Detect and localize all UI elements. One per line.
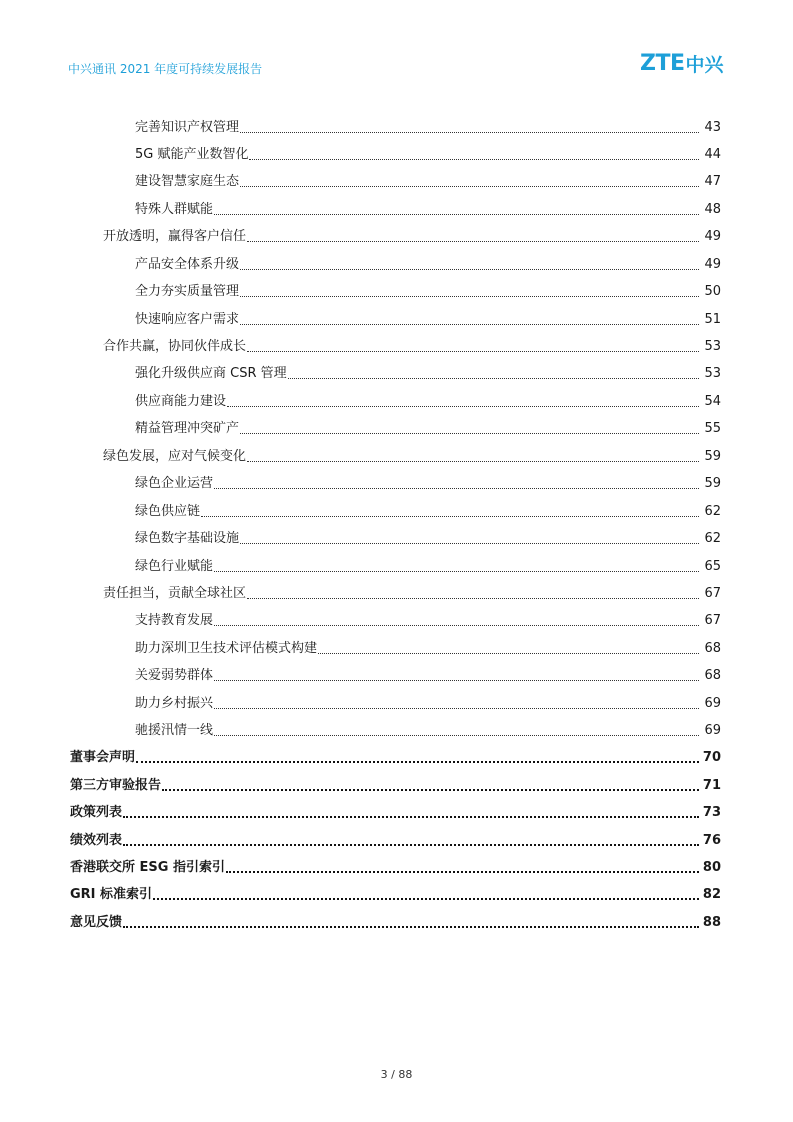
- dot-leader: [214, 625, 699, 626]
- logo-cjk-text: 中兴: [685, 53, 724, 76]
- toc-entry-page: 80: [702, 860, 721, 875]
- dot-leader: [123, 926, 699, 928]
- toc-entry-title: 特殊人群赋能: [135, 202, 214, 217]
- toc-entry[interactable]: [70, 774, 721, 794]
- dot-leader: [318, 653, 699, 654]
- toc-entry[interactable]: [103, 445, 721, 465]
- toc-entry[interactable]: [135, 170, 721, 190]
- toc-entry-page: 67: [704, 613, 721, 628]
- dot-leader: [247, 241, 699, 242]
- report-title: 中兴通讯 2021 年度可持续发展报告: [68, 62, 263, 76]
- dot-leader: [240, 132, 699, 133]
- toc-entry[interactable]: [135, 692, 721, 712]
- dot-leader: [240, 543, 699, 544]
- toc-entry[interactable]: [135, 362, 721, 382]
- toc-entry[interactable]: [135, 308, 721, 328]
- dot-leader: [240, 296, 699, 297]
- toc-entry-page: 65: [704, 559, 721, 574]
- dot-leader: [227, 406, 699, 407]
- dot-leader: [288, 378, 699, 379]
- toc-entry-title: 助力深圳卫生技术评估模式构建: [135, 641, 318, 656]
- dot-leader: [240, 186, 699, 187]
- toc-entry-title: 完善知识产权管理: [135, 120, 240, 135]
- toc-entry[interactable]: [70, 746, 721, 766]
- toc-entry-title: 合作共赢，协同伙伴成长: [103, 339, 247, 354]
- toc-entry[interactable]: [135, 609, 721, 629]
- toc-entry-title: 绿色供应链: [135, 504, 201, 519]
- toc-entry-page: 76: [702, 833, 721, 848]
- toc-entry-page: 71: [702, 778, 721, 793]
- toc-entry-title: 强化升级供应商 CSR 管理: [135, 366, 287, 381]
- toc-entry[interactable]: [135, 527, 721, 547]
- toc-entry[interactable]: [135, 198, 721, 218]
- dot-leader: [123, 844, 699, 846]
- toc-entry-title: 快速响应客户需求: [135, 312, 240, 327]
- toc-entry[interactable]: [70, 801, 721, 821]
- toc-entry-page: 43: [704, 120, 721, 135]
- toc-entry[interactable]: [135, 555, 721, 575]
- dot-leader: [214, 571, 699, 572]
- toc-entry-title: 绩效列表: [70, 833, 123, 848]
- toc-entry-page: 47: [704, 174, 721, 189]
- toc-entry[interactable]: [135, 253, 721, 273]
- dot-leader: [214, 488, 699, 489]
- toc-entry-title: 支持教育发展: [135, 613, 214, 628]
- toc-entry-page: 62: [704, 504, 721, 519]
- toc-entry-title: 绿色数字基础设施: [135, 531, 240, 546]
- toc-entry-title: 驰援汛情一线: [135, 723, 214, 738]
- toc-entry-page: 48: [704, 202, 721, 217]
- dot-leader: [240, 324, 699, 325]
- toc-entry-page: 62: [704, 531, 721, 546]
- toc-entry-title: 精益管理冲突矿产: [135, 421, 240, 436]
- toc-entry-page: 53: [704, 339, 721, 354]
- dot-leader: [214, 708, 699, 709]
- toc-entry-page: 59: [704, 476, 721, 491]
- dot-leader: [162, 789, 699, 791]
- zte-logo: [640, 50, 724, 76]
- dot-leader: [247, 461, 699, 462]
- toc-entry[interactable]: [135, 143, 721, 163]
- toc-entry-page: 49: [704, 257, 721, 272]
- toc-entry-page: 67: [704, 586, 721, 601]
- toc-entry-page: 49: [704, 229, 721, 244]
- toc-entry[interactable]: [70, 829, 721, 849]
- toc-entry-title: 全力夯实质量管理: [135, 284, 240, 299]
- toc-entry[interactable]: [135, 472, 721, 492]
- toc-entry-page: 68: [704, 641, 721, 656]
- toc-entry[interactable]: [135, 719, 721, 739]
- toc-entry-page: 69: [704, 723, 721, 738]
- toc-entry[interactable]: [70, 856, 721, 876]
- dot-leader: [226, 871, 699, 873]
- page-number: 3 / 88: [380, 1068, 413, 1081]
- toc-entry-title: 绿色企业运营: [135, 476, 214, 491]
- toc-entry-title: 绿色发展，应对气候变化: [103, 449, 247, 464]
- toc-entry[interactable]: [135, 390, 721, 410]
- toc-entry[interactable]: [135, 417, 721, 437]
- toc-entry-page: 54: [704, 394, 721, 409]
- dot-leader: [247, 598, 699, 599]
- toc-entry-page: 73: [702, 805, 721, 820]
- toc-entry-page: 82: [702, 887, 721, 902]
- dot-leader: [214, 680, 699, 681]
- toc-entry[interactable]: [135, 664, 721, 684]
- toc-entry-title: 产品安全体系升级: [135, 257, 240, 272]
- dot-leader: [249, 159, 699, 160]
- toc-entry-title: 建设智慧家庭生态: [135, 174, 240, 189]
- toc-entry-page: 53: [704, 366, 721, 381]
- toc-entry-page: 55: [704, 421, 721, 436]
- toc-entry-title: 政策列表: [70, 805, 123, 820]
- dot-leader: [136, 761, 699, 763]
- toc-entry[interactable]: [103, 335, 721, 355]
- dot-leader: [247, 351, 699, 352]
- toc-entry-title: 绿色行业赋能: [135, 559, 214, 574]
- toc-entry-title: 5G 赋能产业数智化: [135, 147, 249, 162]
- toc-entry-title: 供应商能力建设: [135, 394, 227, 409]
- toc-entry[interactable]: [135, 637, 721, 657]
- toc-entry-page: 50: [704, 284, 721, 299]
- toc-entry[interactable]: [135, 500, 721, 520]
- toc-entry-title: 第三方审验报告: [70, 778, 162, 793]
- toc-entry-title: GRI 标准索引: [70, 887, 153, 902]
- dot-leader: [153, 898, 699, 900]
- toc-entry-page: 59: [704, 449, 721, 464]
- toc-entry-title: 关爱弱势群体: [135, 668, 214, 683]
- toc-entry-title: 董事会声明: [70, 750, 136, 765]
- dot-leader: [201, 516, 699, 517]
- toc-entry[interactable]: [70, 911, 721, 931]
- toc-entry[interactable]: [103, 225, 721, 245]
- dot-leader: [240, 269, 699, 270]
- toc-entry-page: 88: [702, 915, 721, 930]
- toc-entry[interactable]: [103, 582, 721, 602]
- logo-latin-text: ZTE: [640, 50, 685, 76]
- dot-leader: [214, 214, 699, 215]
- toc-entry[interactable]: [135, 116, 721, 136]
- dot-leader: [240, 433, 699, 434]
- toc-entry-page: 70: [702, 750, 721, 765]
- toc-entry[interactable]: [135, 280, 721, 300]
- toc-entry[interactable]: [70, 883, 721, 903]
- toc-entry-page: 51: [704, 312, 721, 327]
- dot-leader: [214, 735, 699, 736]
- toc-entry-title: 助力乡村振兴: [135, 696, 214, 711]
- toc-entry-title: 责任担当，贡献全球社区: [103, 586, 247, 601]
- toc-entry-title: 香港联交所 ESG 指引索引: [70, 860, 225, 875]
- toc-entry-page: 44: [704, 147, 721, 162]
- toc-entry-title: 开放透明，赢得客户信任: [103, 229, 247, 244]
- dot-leader: [123, 816, 699, 818]
- toc-entry-title: 意见反馈: [70, 915, 123, 930]
- toc-entry-page: 69: [704, 696, 721, 711]
- toc-entry-page: 68: [704, 668, 721, 683]
